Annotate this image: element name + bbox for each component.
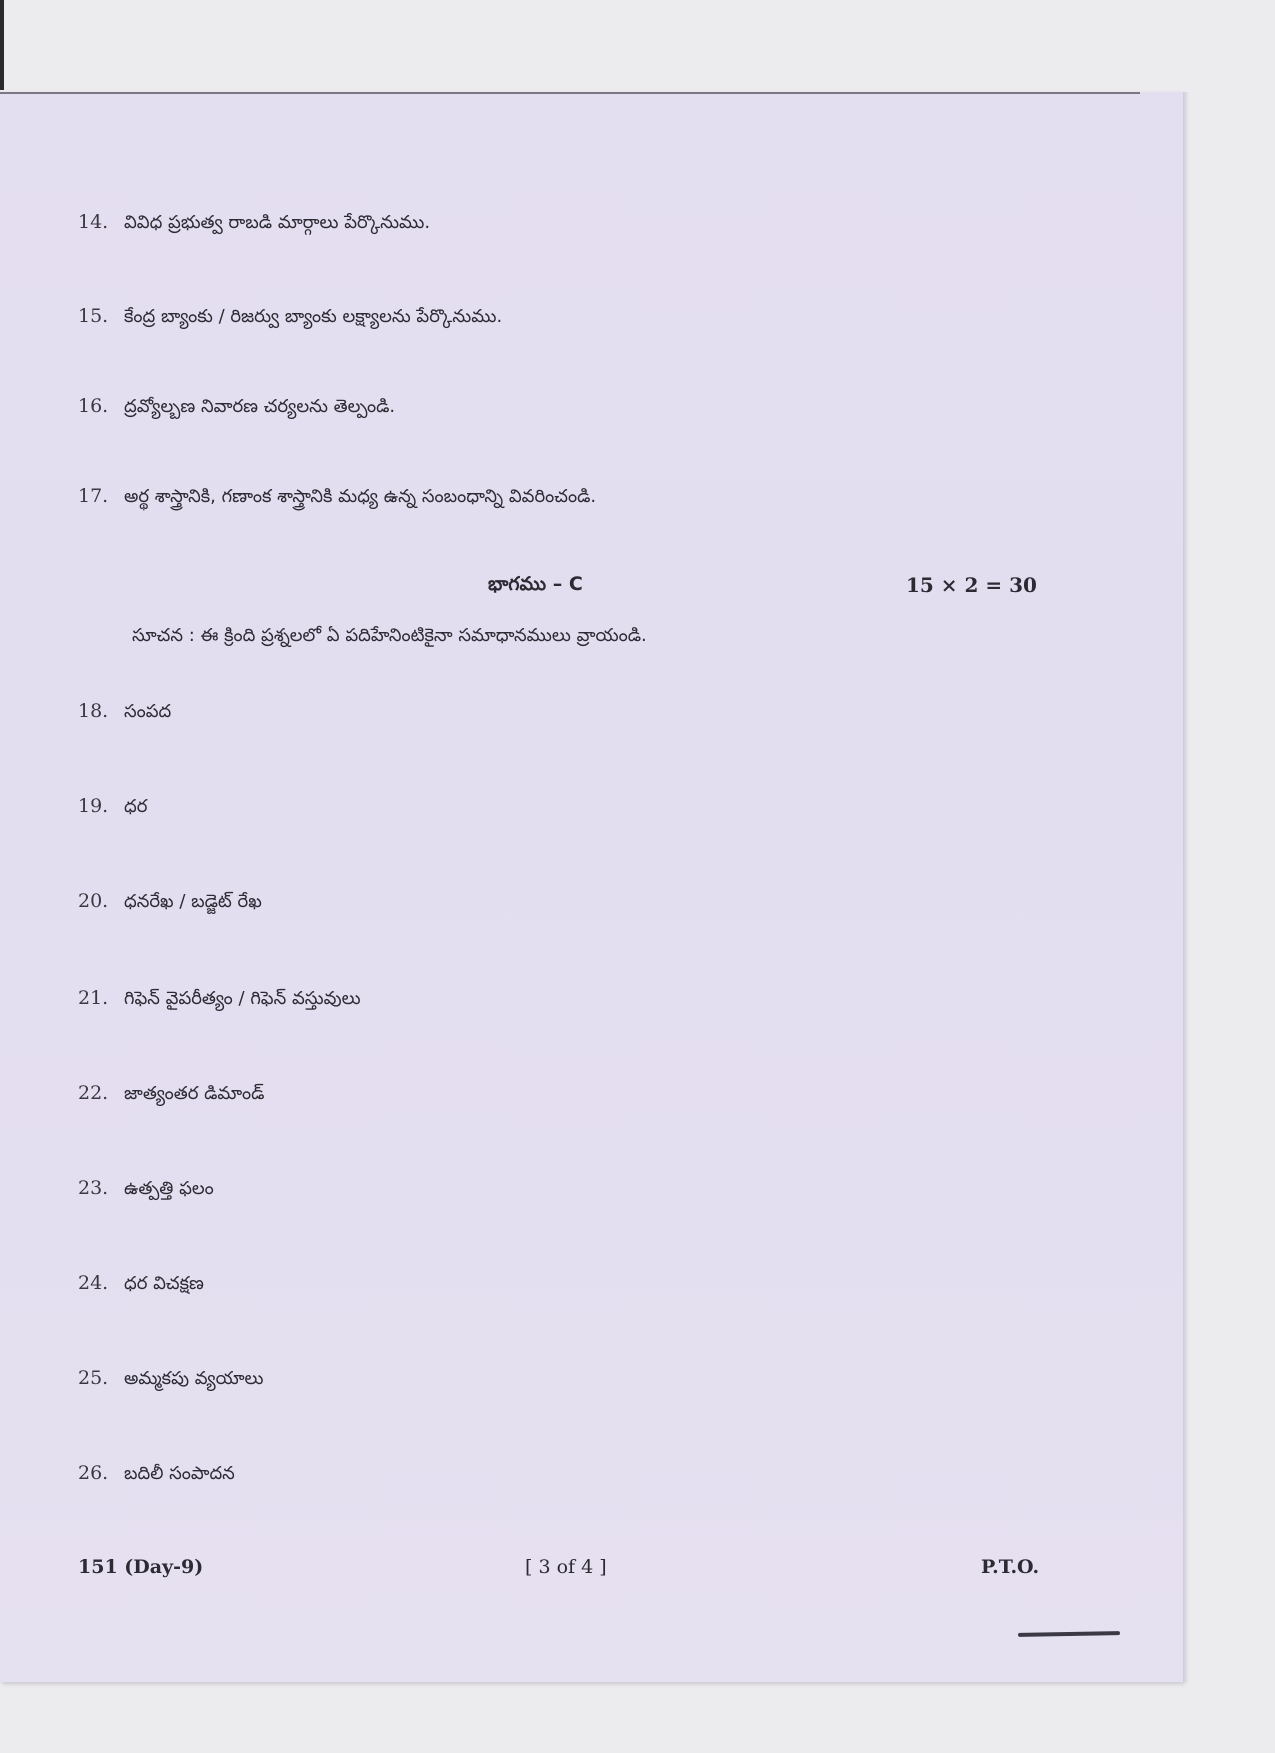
question-number: 14. <box>78 211 109 233</box>
question-15 <box>78 305 502 331</box>
question-number: 15. <box>78 305 109 327</box>
section-instruction: సూచన : ఈ క్రింది ప్రశ్నలలో ఏ పదిహేనింటికైనా సమాధానములు వ్రాయండి. <box>132 625 647 646</box>
question-16 <box>78 395 395 421</box>
page-top-edge <box>0 92 1140 94</box>
paper-code: 151 (Day-9) <box>78 1556 204 1578</box>
scan-edge <box>0 0 4 90</box>
question-number: 19. <box>78 795 109 817</box>
question-21 <box>78 987 361 1013</box>
question-number: 16. <box>78 395 109 417</box>
question-22 <box>78 1082 265 1108</box>
section-marks: 15 × 2 = 30 <box>906 573 1037 597</box>
section-title: భాగము – C <box>488 573 583 595</box>
question-25 <box>78 1367 264 1393</box>
page-number: [ 3 of 4 ] <box>525 1556 607 1578</box>
question-text: అమ్మకపు వ్యయాలు <box>124 1368 264 1389</box>
question-number: 22. <box>78 1082 109 1104</box>
question-text: ద్రవ్యోల్బణ నివారణ చర్యలను తెల్పండి. <box>124 396 396 417</box>
question-number: 18. <box>78 700 109 722</box>
please-turn-over: P.T.O. <box>981 1556 1040 1578</box>
question-text: వివిధ ప్రభుత్వ రాబడి మార్గాలు పేర్కొనుము. <box>124 212 431 233</box>
question-19 <box>78 795 147 821</box>
question-number: 25. <box>78 1367 109 1389</box>
question-number: 24. <box>78 1272 109 1294</box>
question-26 <box>78 1462 235 1488</box>
question-text: బదిలీ సంపాదన <box>124 1463 235 1484</box>
question-text: జాత్యంతర డిమాండ్ <box>124 1083 265 1104</box>
question-text: గిఫెన్ వైపరీత్యం / గిఫెన్ వస్తువులు <box>124 988 361 1009</box>
question-text: సంపద <box>124 701 172 722</box>
question-text: ధర విచక్షణ <box>124 1273 204 1294</box>
question-number: 20. <box>78 890 109 912</box>
question-number: 17. <box>78 485 109 507</box>
question-text: ధనరేఖ / బడ్జెట్ రేఖ <box>124 891 262 912</box>
question-24 <box>78 1272 204 1298</box>
question-17 <box>78 485 596 511</box>
question-23 <box>78 1177 214 1203</box>
question-number: 26. <box>78 1462 109 1484</box>
question-14 <box>78 211 430 237</box>
question-text: ఉత్పత్తి ఫలం <box>124 1178 214 1199</box>
question-text: అర్థ శాస్త్రానికి, గణాంక శాస్త్రానికి మధ్య ఉన్న సంబంధాన్ని వివరించండి. <box>124 486 597 507</box>
question-20 <box>78 890 262 916</box>
question-text: ధర <box>124 796 148 817</box>
question-number: 21. <box>78 987 109 1009</box>
question-18 <box>78 700 171 726</box>
question-number: 23. <box>78 1177 109 1199</box>
question-text: కేంద్ర బ్యాంకు / రిజర్వు బ్యాంకు లక్ష్యాలను పేర్కొనుము. <box>124 306 503 327</box>
